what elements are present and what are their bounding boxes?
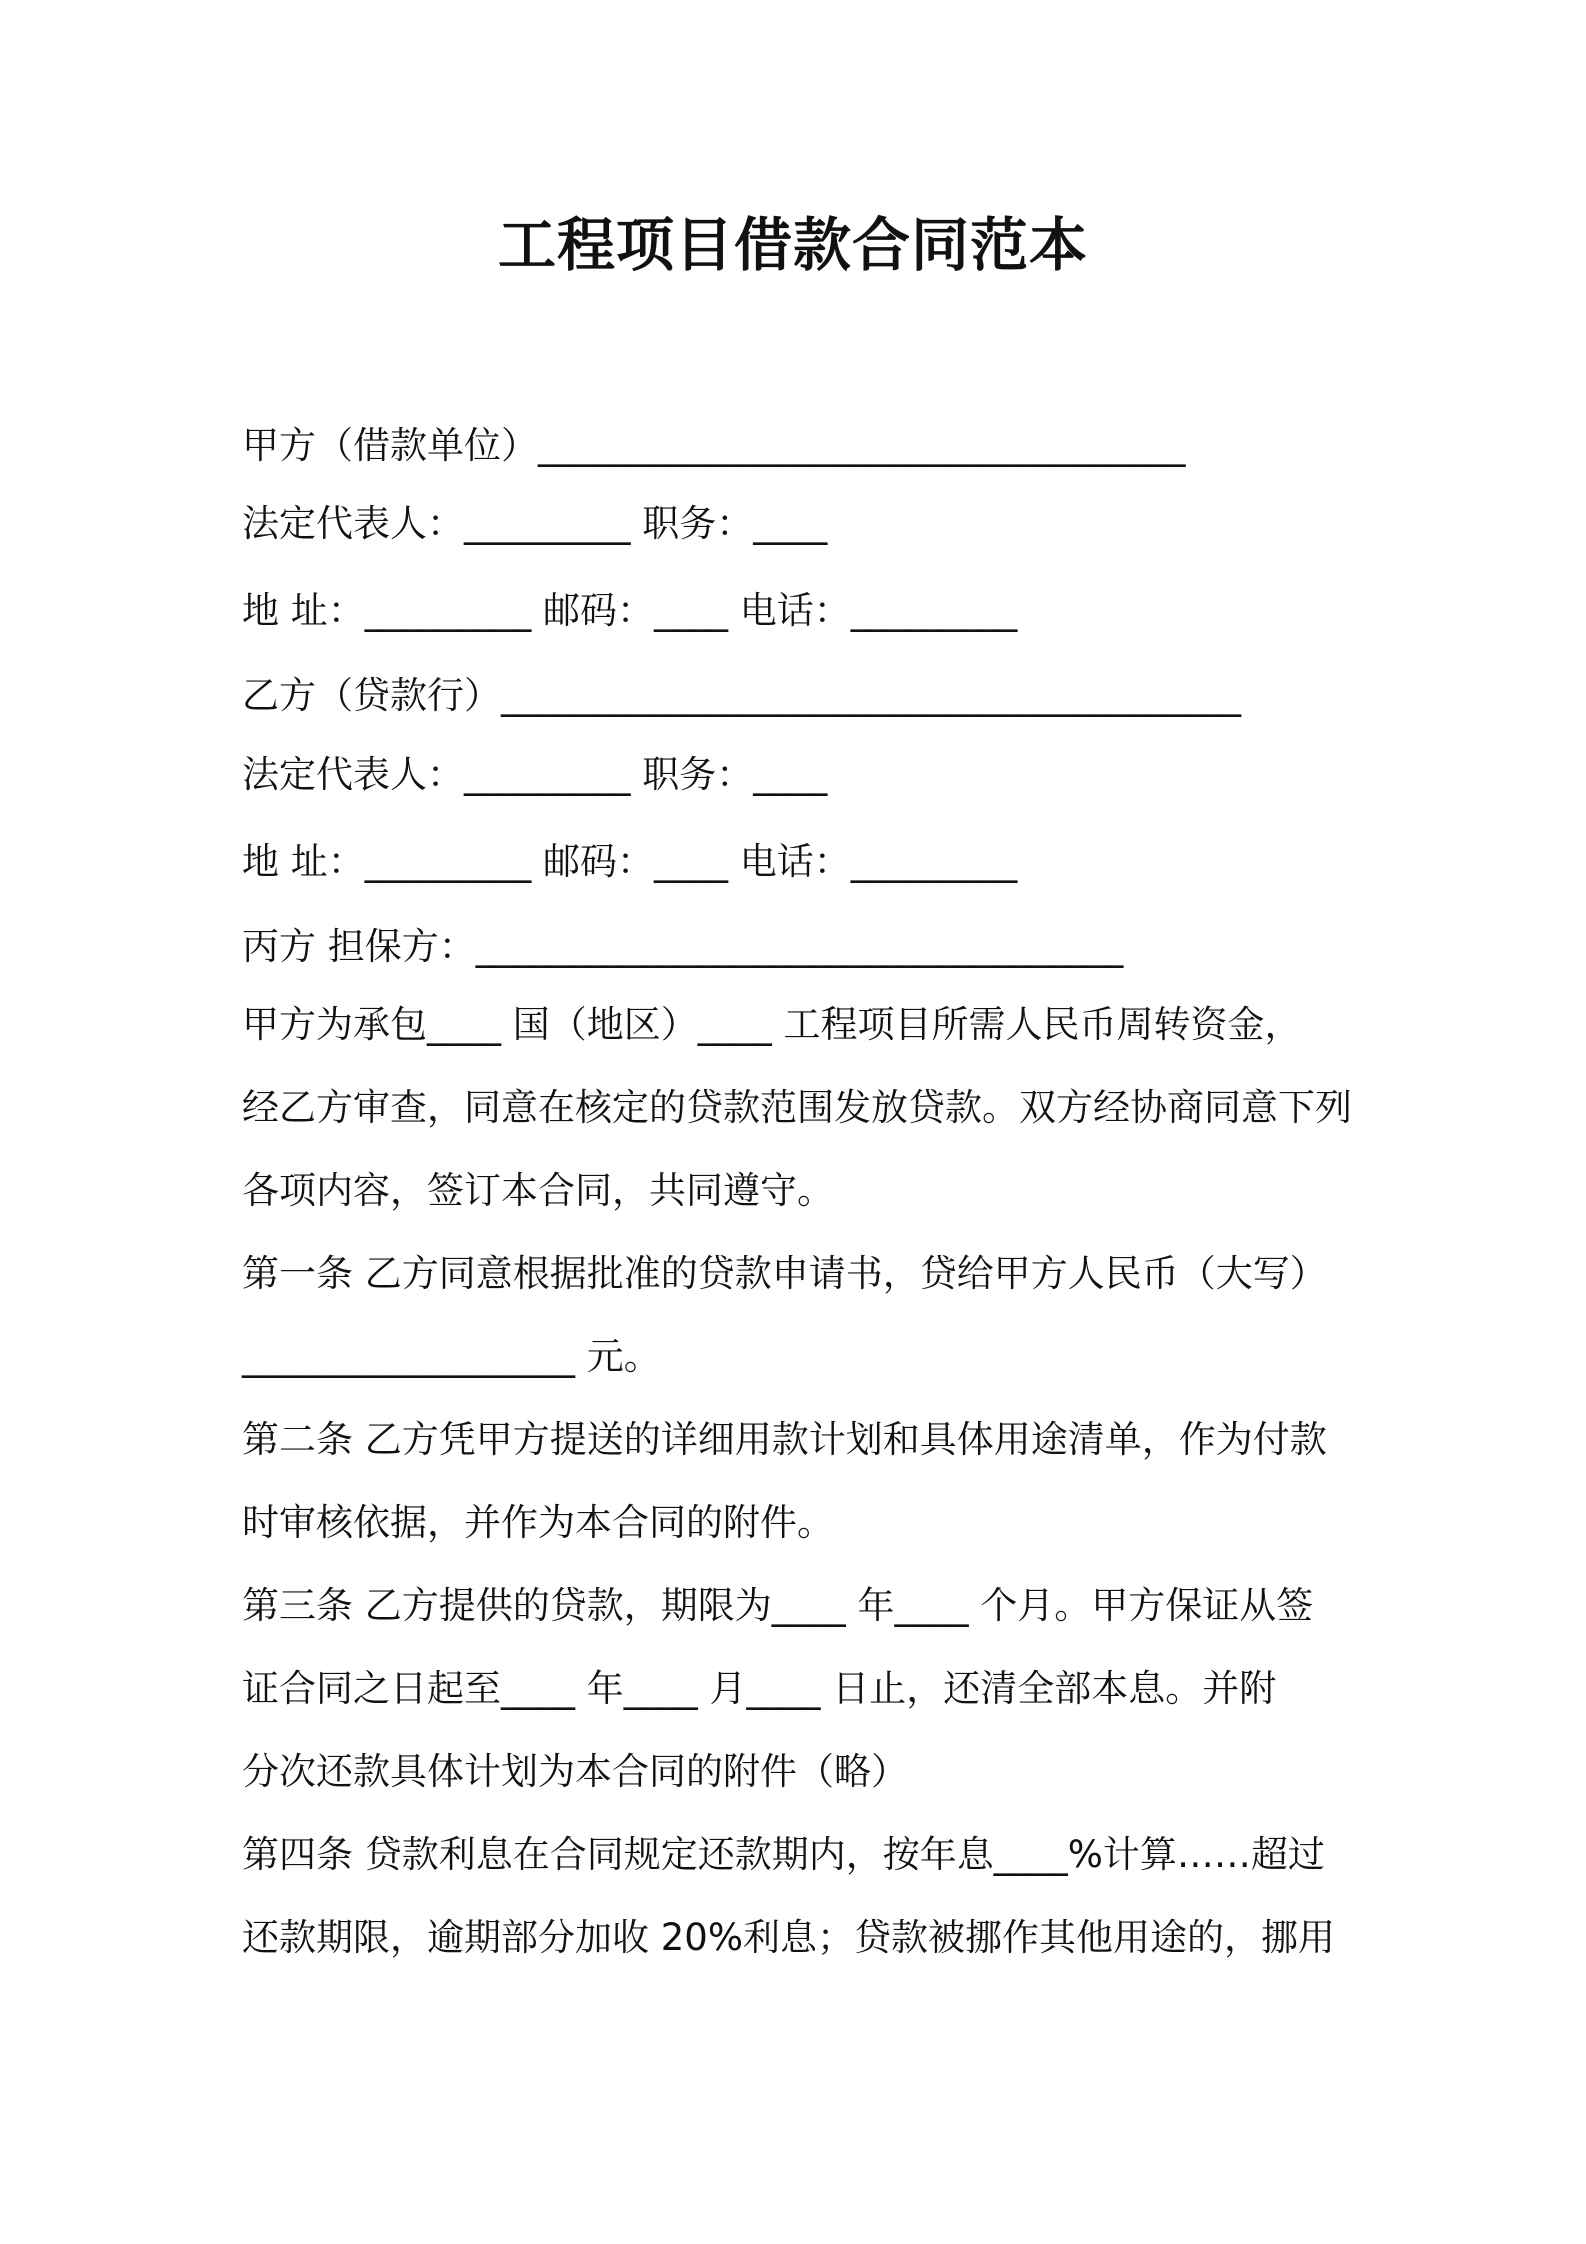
party-c-guarantor-line: 丙方 担保方：___________________________________ <box>242 925 1124 968</box>
preamble-line-1: 甲方为承包____ 国（地区）____ 工程项目所需人民币周转资金， <box>242 1003 1302 1046</box>
article-3-line-3: 分次还款具体计划为本合同的附件（略） <box>242 1750 908 1793</box>
party-a-representative-line: 法定代表人：_________ 职务：____ <box>242 502 828 545</box>
document-title: 工程项目借款合同范本 <box>497 211 1088 279</box>
article-3-line-2: 证合同之日起至____ 年____ 月____ 日止，还清全部本息。并附 <box>242 1667 1277 1710</box>
article-3-line-1: 第三条 乙方提供的贷款，期限为____ 年____ 个月。甲方保证从签 <box>242 1584 1314 1627</box>
article-2-line-1: 第二条 乙方凭甲方提送的详细用款计划和具体用途清单，作为付款 <box>242 1418 1327 1461</box>
party-a-address-line: 地 址：_________ 邮码：____ 电话：_________ <box>242 589 1018 632</box>
article-4-line-2: 还款期限，逾期部分加收 20%利息；贷款被挪作其他用途的，挪用 <box>242 1916 1335 1959</box>
party-b-representative-line: 法定代表人：_________ 职务：____ <box>242 753 828 796</box>
party-b-address-line: 地 址：_________ 邮码：____ 电话：_________ <box>242 840 1018 883</box>
article-4-line-1: 第四条 贷款利息在合同规定还款期内，按年息____%计算……超过 <box>242 1833 1325 1876</box>
party-b-line: 乙方（贷款行）________________________________________ <box>242 674 1241 717</box>
article-2-line-2: 时审核依据，并作为本合同的附件。 <box>242 1501 834 1544</box>
preamble-line-2: 经乙方审查，同意在核定的贷款范围发放贷款。双方经协商同意下列 <box>242 1086 1352 1129</box>
party-a-line: 甲方（借款单位）___________________________________ <box>242 424 1186 467</box>
article-1-line-1: 第一条 乙方同意根据批准的贷款申请书，贷给甲方人民币（大写） <box>242 1252 1327 1295</box>
preamble-line-3: 各项内容，签订本合同，共同遵守。 <box>242 1169 834 1212</box>
article-1-line-2: __________________ 元。 <box>242 1335 661 1378</box>
